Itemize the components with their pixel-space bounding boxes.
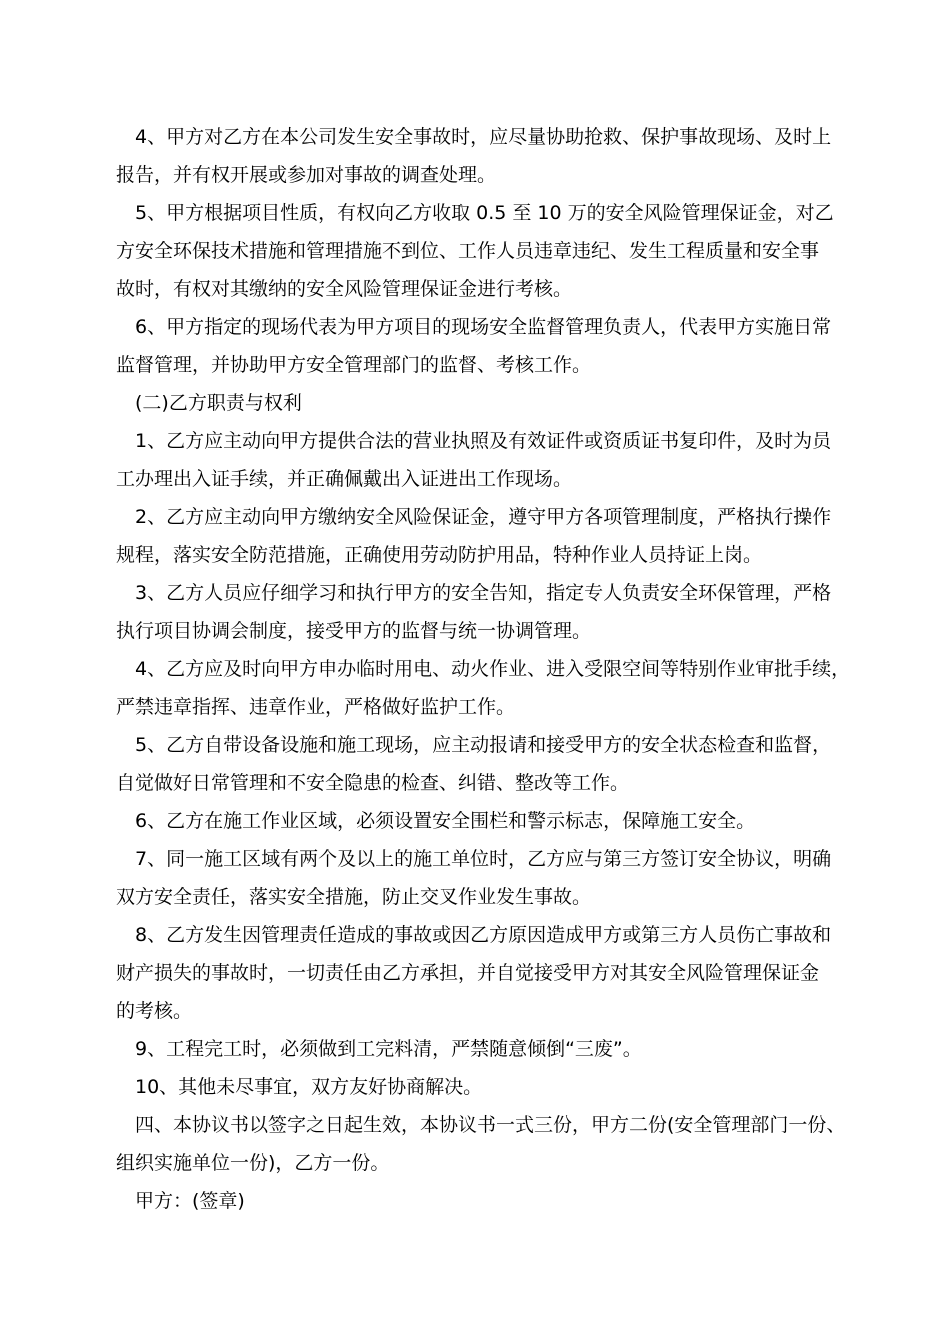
- text-line: 自觉做好日常管理和不安全隐患的检查、纠错、整改等工作。: [116, 772, 630, 794]
- paragraph-b3: [116, 574, 846, 650]
- text-line: 3、乙方人员应仔细学习和执行甲方的安全告知，指定专人负责安全环保管理，严格: [135, 582, 832, 604]
- text-line: 1、乙方应主动向甲方提供合法的营业执照及有效证件或资质证书复印件，及时为员: [135, 430, 832, 452]
- paragraph-b1: [116, 422, 846, 498]
- paragraph-b9: [116, 1030, 846, 1068]
- text-line: 双方安全责任，落实安全措施，防止交叉作业发生事故。: [116, 886, 592, 908]
- signature-line-party-a: [116, 1182, 846, 1220]
- text-line: 4、乙方应及时向甲方申办临时用电、动火作业、进入受限空间等特别作业审批手续，: [135, 658, 851, 680]
- text-line: 甲方：(签章): [135, 1190, 245, 1212]
- text-line: 故时，有权对其缴纳的安全风险管理保证金进行考核。: [116, 278, 573, 300]
- text-line: 方安全环保技术措施和管理措施不到位、工作人员违章违纪、发生工程质量和安全事: [116, 240, 820, 262]
- text-line: 工办理出入证手续，并正确佩戴出入证进出工作现场。: [116, 468, 573, 490]
- text-line: 8、乙方发生因管理责任造成的事故或因乙方原因造成甲方或第三方人员伤亡事故和: [135, 924, 832, 946]
- text-line: 执行项目协调会制度，接受甲方的监督与统一协调管理。: [116, 620, 592, 642]
- text-line: 2、乙方应主动向甲方缴纳安全风险保证金，遵守甲方各项管理制度，严格执行操作: [135, 506, 832, 528]
- text-line: (二)乙方职责与权利: [135, 392, 302, 414]
- text-line: 组织实施单位一份)，乙方一份。: [116, 1152, 390, 1174]
- paragraph-b4: [116, 650, 851, 726]
- text-line: 5、甲方根据项目性质，有权向乙方收取 0.5 至 10 万的安全风险管理保证金，对乙: [135, 202, 834, 224]
- paragraph-section-four: [116, 1106, 846, 1182]
- text-line: 规程，落实安全防范措施，正确使用劳动防护用品，特种作业人员持证上岗。: [116, 544, 763, 566]
- text-line: 5、乙方自带设备设施和施工现场，应主动报请和接受甲方的安全状态检查和监督，: [135, 734, 832, 756]
- text-line: 6、乙方在施工作业区域，必须设置安全围栏和警示标志，保障施工安全。: [135, 810, 756, 832]
- text-line: 四、本协议书以签字之日起生效，本协议书一式三份，甲方二份(安全管理部门一份、: [135, 1114, 846, 1136]
- text-line: 财产损失的事故时，一切责任由乙方承担，并自觉接受甲方对其安全风险管理保证金: [116, 962, 820, 984]
- paragraph-b2: [116, 498, 846, 574]
- text-line: 严禁违章指挥、违章作业，严格做好监护工作。: [116, 696, 516, 718]
- paragraph-a4: [116, 118, 846, 194]
- text-line: 7、同一施工区域有两个及以上的施工单位时，乙方应与第三方签订安全协议，明确: [135, 848, 832, 870]
- document-page: [116, 118, 851, 1220]
- paragraph-b5: [116, 726, 846, 802]
- paragraph-a5: [116, 194, 846, 308]
- paragraph-b8: [116, 916, 846, 1030]
- text-line: 9、工程完工时，必须做到工完料清，严禁随意倾倒“三废”。: [135, 1038, 642, 1060]
- text-line: 监督管理，并协助甲方安全管理部门的监督、考核工作。: [116, 354, 592, 376]
- paragraph-b7: [116, 840, 846, 916]
- text-line: 报告，并有权开展或参加对事故的调查处理。: [116, 164, 497, 186]
- paragraph-b6: [116, 802, 846, 840]
- text-line: 6、甲方指定的现场代表为甲方项目的现场安全监督管理负责人，代表甲方实施日常: [135, 316, 832, 338]
- paragraph-b10: [116, 1068, 846, 1106]
- text-line: 4、甲方对乙方在本公司发生安全事故时，应尽量协助抢救、保护事故现场、及时上: [135, 126, 832, 148]
- section-heading-party-b: [116, 384, 846, 422]
- paragraph-a6: [116, 308, 846, 384]
- text-line: 10、其他未尽事宜，双方友好协商解决。: [135, 1076, 483, 1098]
- text-line: 的考核。: [116, 1000, 193, 1022]
